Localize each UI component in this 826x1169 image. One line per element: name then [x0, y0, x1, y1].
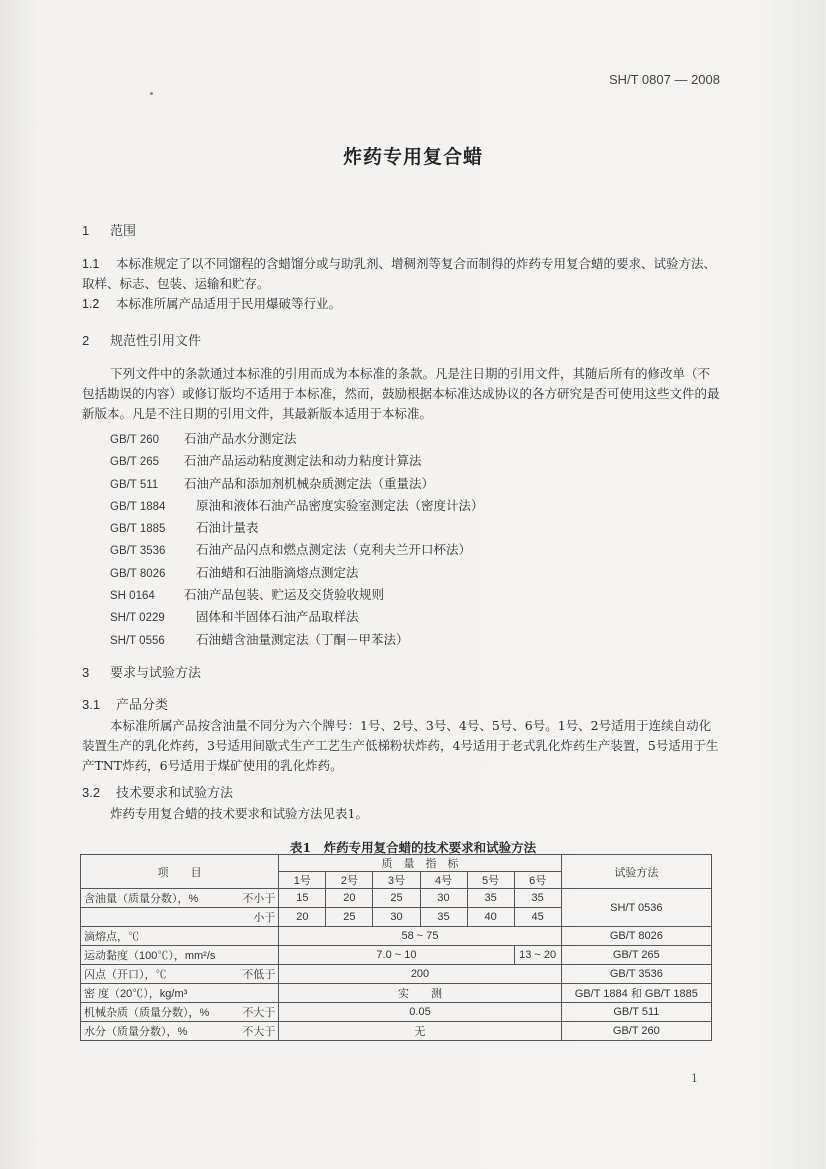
section-number: 3 [82, 665, 90, 680]
reference-name: 固体和半固体石油产品取样法 [196, 609, 359, 625]
reference-name: 石油产品和添加剂机械杂质测定法（重量法） [184, 475, 435, 491]
method-cell: GB/T 8026 [561, 927, 711, 946]
reference-name: 石油产品水分测定法 [184, 431, 297, 446]
reference-item [110, 495, 484, 517]
reference-code: GB/T 265 [110, 456, 160, 469]
clause-3-1-text: 本标准所属产品按含油量不同分为六个牌号：1号、2号、3号、4号、5号、6号。1号、2号适用于连续自动化装置生产的乳化炸药，3号适用间歇式生产工艺生产低梯粉状炸药，4号适用于老式乳化炸药生产装置，5号适用于生产TNT炸药，6号适用于煤矿使用的乳化炸药。 [82, 718, 719, 773]
table-cell: 30 [373, 908, 420, 927]
section-3-heading [82, 662, 201, 681]
table-row [81, 1003, 712, 1022]
header-quality: 质 量 指 标 [279, 855, 561, 872]
table-cell: 15 [279, 889, 326, 908]
method-cell: GB/T 3536 [561, 965, 711, 984]
clause-number: 3.1 [82, 697, 101, 712]
table-row [81, 946, 712, 965]
reference-item [110, 539, 484, 561]
clause-text: 本标准所属产品适用于民用爆破等行业。 [116, 296, 342, 311]
section-title: 要求与试验方法 [110, 665, 202, 680]
table-row [81, 889, 712, 908]
method-cell: GB/T 260 [561, 1022, 711, 1041]
section-number: 1 [82, 223, 90, 238]
water-content-label [81, 1022, 279, 1041]
table-row [81, 965, 712, 984]
section-number: 2 [82, 333, 90, 348]
oil-content-label [81, 889, 279, 908]
table-cell: 7.0 ~ 10 [279, 946, 514, 965]
clause-text: 本标准规定了以不同馏程的含蜡馏分或与助乳剂、增稠剂等复合而制得的炸药专用复合蜡的要求、试验方法、取样、标志、包装、运输和贮存。 [82, 256, 717, 291]
reference-code: GB/T 1885 [110, 523, 166, 536]
reference-name: 石油计量表 [196, 520, 259, 536]
reference-item [110, 517, 484, 539]
page-number: 1 [691, 1072, 698, 1085]
clause-1-2 [82, 294, 722, 314]
table-cell: 30 [420, 889, 467, 908]
reference-code: SH/T 0229 [110, 612, 165, 625]
clause-number: 3.2 [82, 785, 101, 800]
item-label: 水分（质量分数），% [84, 1026, 188, 1038]
item-label: 闪点（开口），℃ [84, 969, 167, 981]
method-cell: GB/T 511 [561, 1003, 711, 1022]
table-cell: 58 ~ 75 [279, 927, 561, 946]
header-method: 试验方法 [561, 855, 711, 889]
oil-content-max-label [81, 908, 279, 927]
item-condition: 不大于 [242, 1007, 276, 1019]
flash-point-label [81, 965, 279, 984]
section-2-intro: 下列文件中的条款通过本标准的引用而成为本标准的条款。凡是注日期的引用文件，其随后所有的修改单（不包括勘误的内容）或修订版均不适用于本标准，然而，鼓励根据本标准达成协议的各方研究是否可使用这些文件的最新版本。凡是不注日期的引用文件，其最新版本适用于本标准。 [82, 366, 720, 421]
table-cell: 40 [467, 908, 514, 927]
section-title: 规范性引用文件 [110, 333, 202, 348]
grade-cell: 1号 [279, 872, 326, 889]
reference-list [110, 428, 484, 651]
table-caption: 表1 炸药专用复合蜡的技术要求和试验方法 [289, 840, 537, 855]
mechanical-impurities-label [81, 1003, 279, 1022]
item-label: 机械杂质（质量分数），% [84, 1007, 210, 1019]
table-row [81, 927, 712, 946]
section-1-heading [82, 220, 136, 239]
item-condition: 不大于 [242, 1026, 276, 1038]
table-cell: 20 [279, 908, 326, 927]
reference-name: 石油蜡和石油脂滴熔点测定法 [196, 564, 359, 580]
section-2-heading [82, 330, 201, 349]
item-label: 含油量（质量分数），% [84, 893, 199, 905]
reference-item [110, 606, 484, 628]
grade-cell: 5号 [467, 872, 514, 889]
grade-cell: 4号 [420, 872, 467, 889]
table-row [81, 1022, 712, 1041]
clause-3-1-heading [82, 694, 168, 713]
clause-3-2-text: 炸药专用复合蜡的技术要求和试验方法见表1。 [110, 806, 368, 821]
reference-item [110, 428, 484, 450]
reference-code: GB/T 8026 [110, 567, 166, 580]
item-condition: 不低于 [242, 969, 276, 981]
reference-name: 石油产品包装、贮运及交货验收规则 [184, 587, 385, 603]
method-cell: SH/T 0536 [561, 889, 711, 927]
item-condition: 小于 [253, 912, 276, 924]
scan-speck [150, 92, 153, 95]
table-header-row [81, 855, 712, 872]
reference-name: 原油和液体石油产品密度实验室测定法（密度计法） [196, 497, 484, 513]
table-cell: 无 [279, 1022, 561, 1041]
table-cell: 25 [373, 889, 420, 908]
reference-item [110, 629, 484, 651]
table-cell: 实 测 [279, 984, 561, 1003]
item-condition: 不小于 [242, 893, 276, 905]
table-cell: 200 [279, 965, 561, 984]
reference-item [110, 562, 484, 584]
table-cell: 13 ~ 20 [514, 946, 561, 965]
section-title: 范围 [110, 223, 137, 238]
table-cell: 45 [514, 908, 561, 927]
grade-cell: 3号 [373, 872, 420, 889]
density-label: 密 度（20℃），kg/m³ [81, 984, 279, 1003]
clause-number: 1.2 [82, 297, 100, 311]
method-cell: GB/T 1884 和 GB/T 1885 [561, 984, 711, 1003]
document-title: 炸药专用复合蜡 [342, 146, 483, 168]
viscosity-label: 运动黏度（100℃），mm²/s [81, 946, 279, 965]
clause-3-2-heading [82, 782, 233, 801]
reference-code: SH 0164 [110, 590, 155, 603]
reference-code: GB/T 3536 [110, 545, 166, 558]
table-cell: 35 [420, 908, 467, 927]
clause-title: 产品分类 [116, 697, 169, 712]
clause-number: 1.1 [82, 257, 100, 271]
reference-code: SH/T 0556 [110, 634, 165, 647]
clause-1-1 [82, 254, 722, 294]
grade-cell: 2号 [326, 872, 373, 889]
table-cell: 35 [467, 889, 514, 908]
reference-item [110, 473, 484, 495]
table-cell: 35 [514, 889, 561, 908]
reference-code: GB/T 511 [110, 478, 159, 491]
reference-name: 石油蜡含油量测定法（丁酮－甲苯法） [196, 631, 409, 647]
header-item: 项 目 [81, 855, 279, 889]
reference-name: 石油产品运动粘度测定法和动力粘度计算法 [184, 453, 422, 469]
reference-code: GB/T 1884 [110, 500, 166, 513]
reference-item [110, 450, 484, 472]
table-cell: 20 [326, 889, 373, 908]
reference-item [110, 584, 484, 606]
table-cell: 25 [326, 908, 373, 927]
standard-number: SH/T 0807 — 2008 [608, 72, 720, 87]
reference-name: 石油产品闪点和燃点测定法（克利夫兰开口杯法） [196, 542, 472, 558]
table-cell: 0.05 [279, 1003, 561, 1022]
spec-table [80, 854, 712, 1041]
drop-melting-point-label: 滴熔点，℃ [81, 927, 279, 946]
clause-title: 技术要求和试验方法 [116, 785, 234, 800]
table-row [81, 984, 712, 1003]
grade-cell: 6号 [514, 872, 561, 889]
reference-code: GB/T 260 [110, 434, 160, 446]
method-cell: GB/T 265 [561, 946, 711, 965]
